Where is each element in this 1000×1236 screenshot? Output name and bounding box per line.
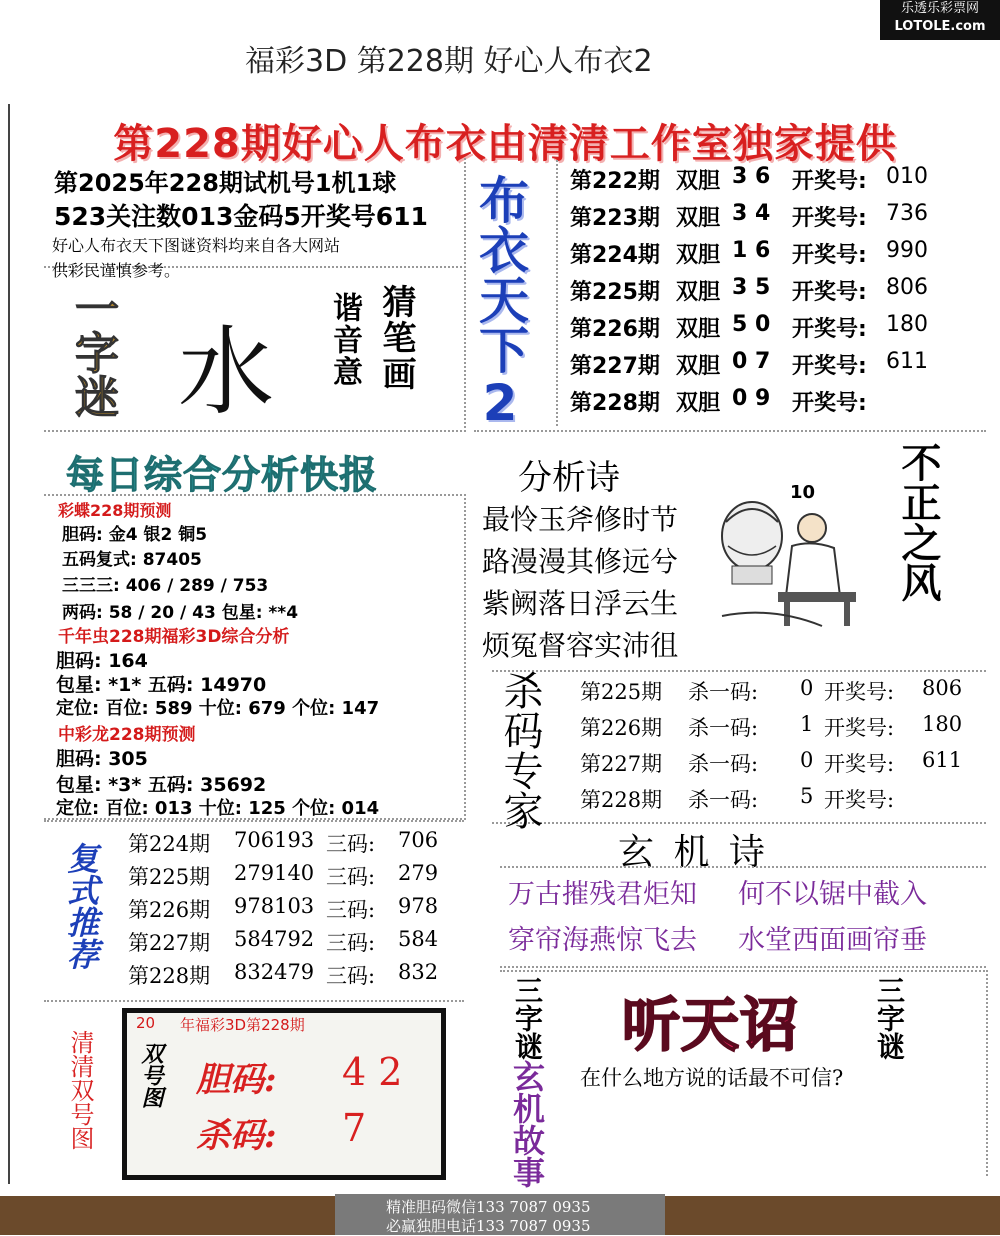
shama-period: 第228期 bbox=[580, 788, 663, 812]
shama-draw-label: 开奖号: bbox=[824, 680, 895, 704]
fushi-nums: 978103 bbox=[234, 894, 315, 918]
shuangdan-label: 双胆 bbox=[676, 280, 721, 305]
xuanji-line1b: 何不以锯中截入 bbox=[738, 879, 927, 910]
banner-title: 第228期好心人布衣由清清工作室独家提供 bbox=[113, 121, 897, 167]
poem-title: 分析诗 bbox=[518, 458, 620, 498]
shuangdan-period: 第224期 bbox=[570, 243, 660, 268]
qiannian-title: 千年虫228期福彩3D综合分析 bbox=[58, 627, 290, 647]
daily-title: 每日综合分析快报 bbox=[66, 453, 379, 497]
shuangdan-label: 双胆 bbox=[676, 317, 721, 342]
illustration-image bbox=[712, 466, 862, 636]
qingqing-side: 双号图 bbox=[138, 1042, 164, 1108]
zhongcai-line2: 包星: *3* 五码: 35692 bbox=[56, 774, 267, 796]
shuangdan-draw: 806 bbox=[886, 275, 928, 300]
qingqing-sha-value: 7 bbox=[342, 1106, 367, 1150]
shama-draw-label: 开奖号: bbox=[824, 716, 895, 740]
sanzimi-left: 三字谜 bbox=[511, 976, 544, 1060]
shama-draw: 611 bbox=[922, 748, 963, 772]
caidie-line4: 两码: 58 / 20 / 43 包星: **4 bbox=[62, 603, 299, 623]
tingtian-question: 在什么地方说的话最不可信? bbox=[580, 1066, 844, 1090]
intro-line3: 好心人布衣天下图谜资料均来自各大网站 bbox=[52, 236, 341, 255]
shuangdan-label: 双胆 bbox=[676, 354, 721, 379]
fushi-label: 复式推荐 bbox=[62, 842, 100, 970]
riddle-hint-b: 谐音意 bbox=[327, 292, 362, 388]
fushi-nums: 584792 bbox=[234, 927, 315, 951]
sanzimi-right: 三字谜 bbox=[873, 976, 906, 1060]
riddle-char: 水 bbox=[178, 316, 274, 428]
shuangdan-draw: 611 bbox=[886, 349, 928, 374]
shuangdan-period: 第227期 bbox=[570, 354, 660, 379]
fushi-label: 三码: bbox=[326, 964, 376, 988]
poem-line: 紫阙落日浮云生 bbox=[482, 587, 679, 620]
qingqing-sha-label: 杀码: bbox=[196, 1116, 277, 1156]
poem-line: 路漫漫其修远兮 bbox=[482, 545, 679, 578]
shuangdan-draw: 180 bbox=[886, 312, 928, 337]
shuangdan-draw-label: 开奖号: bbox=[792, 391, 867, 416]
fushi-label: 三码: bbox=[326, 832, 376, 856]
shama-label: 杀一码: bbox=[688, 716, 759, 740]
zhongcai-title: 中彩龙228期预测 bbox=[58, 725, 196, 745]
watermark-line2: LOTOLE.com bbox=[894, 19, 986, 34]
header-left-block bbox=[0, 0, 245, 100]
shama-label: 杀一码: bbox=[688, 788, 759, 812]
fushi-period: 第225期 bbox=[128, 865, 211, 889]
fushi-nums: 832479 bbox=[234, 960, 315, 984]
shuangdan-draw-label: 开奖号: bbox=[792, 280, 867, 305]
shama-period: 第227期 bbox=[580, 752, 663, 776]
fushi-code: 832 bbox=[398, 960, 439, 984]
fushi-code: 279 bbox=[398, 861, 439, 885]
shama-label: 杀一码: bbox=[688, 680, 759, 704]
shuangdan-draw-label: 开奖号: bbox=[792, 354, 867, 379]
watermark-line1: 乐透乐彩票网 bbox=[900, 1, 979, 16]
qingqing-dan-label: 胆码: bbox=[196, 1060, 277, 1100]
shuangdan-nums: 3 6 bbox=[732, 164, 771, 189]
shuangdan-period: 第225期 bbox=[570, 280, 660, 305]
shuangdan-draw: 010 bbox=[886, 164, 928, 189]
shuangdan-nums: 0 9 bbox=[732, 386, 771, 411]
shama-title: 杀码专家 bbox=[497, 670, 543, 830]
shama-num: 0 bbox=[800, 676, 814, 700]
qingqing-label: 清清双号图 bbox=[66, 1030, 94, 1150]
shuangdan-draw: 990 bbox=[886, 238, 928, 263]
illustration-number: 10 bbox=[790, 482, 816, 503]
watermark bbox=[880, 0, 1000, 40]
brand-title: 布衣天下2 bbox=[471, 174, 529, 432]
shama-draw-label: 开奖号: bbox=[824, 752, 895, 776]
footer-line1: 精准胆码微信133 7087 0935 bbox=[386, 1198, 591, 1216]
caidie-line2: 五码复式: 87405 bbox=[62, 550, 202, 570]
shuangdan-period: 第222期 bbox=[570, 169, 660, 194]
shuangdan-nums: 3 5 bbox=[732, 275, 771, 300]
caidie-line1: 胆码: 金4 银2 铜5 bbox=[62, 525, 208, 545]
shama-label: 杀一码: bbox=[688, 752, 759, 776]
fushi-period: 第224期 bbox=[128, 832, 211, 856]
xuanji-line1a: 万古摧残君炬知 bbox=[508, 879, 697, 910]
shuangdan-nums: 1 6 bbox=[732, 238, 771, 263]
shama-num: 1 bbox=[800, 712, 814, 736]
page-title: 福彩3D 第228期 好心人布衣2 bbox=[245, 44, 653, 79]
intro-line2: 523关注数013金码5开奖号611 bbox=[54, 202, 428, 231]
poem-line: 烦冤督容实沛徂 bbox=[482, 629, 679, 662]
intro-line1: 第2025年228期试机号1机1球 bbox=[54, 169, 397, 197]
xuanji-title: 玄 机 诗 bbox=[618, 832, 769, 873]
shama-draw-label: 开奖号: bbox=[824, 788, 895, 812]
shama-period: 第225期 bbox=[580, 680, 663, 704]
shuangdan-label: 双胆 bbox=[676, 206, 721, 231]
shuangdan-label: 双胆 bbox=[676, 391, 721, 416]
shuangdan-label: 双胆 bbox=[676, 169, 721, 194]
zhongcai-line3: 定位: 百位: 013 十位: 125 个位: 014 bbox=[56, 798, 380, 819]
shuangdan-nums: 0 7 bbox=[732, 349, 771, 374]
shuangdan-nums: 3 4 bbox=[732, 201, 771, 226]
fushi-label: 三码: bbox=[326, 931, 376, 955]
shama-draw: 180 bbox=[922, 712, 963, 736]
fushi-code: 584 bbox=[398, 927, 439, 951]
shuangdan-period: 第226期 bbox=[570, 317, 660, 342]
shuangdan-draw-label: 开奖号: bbox=[792, 169, 867, 194]
fushi-label: 三码: bbox=[326, 865, 376, 889]
riddle-label: 一字迷 bbox=[67, 286, 118, 418]
shuangdan-nums: 5 0 bbox=[732, 312, 771, 337]
qiannian-line2: 包星: *1* 五码: 14970 bbox=[56, 674, 267, 696]
fushi-period: 第226期 bbox=[128, 898, 211, 922]
zhongcai-line1: 胆码: 305 bbox=[56, 748, 148, 770]
caidie-title: 彩蝶228期预测 bbox=[58, 501, 172, 520]
shama-num: 0 bbox=[800, 748, 814, 772]
footer-line2: 必赢独胆电话133 7087 0935 bbox=[386, 1217, 591, 1235]
fushi-nums: 279140 bbox=[234, 861, 315, 885]
shuangdan-draw-label: 开奖号: bbox=[792, 243, 867, 268]
intro-line4: 供彩民谨慎参考。 bbox=[52, 261, 181, 280]
fushi-nums: 706193 bbox=[234, 828, 315, 852]
riddle-hint-a: 猜笔画 bbox=[376, 284, 416, 392]
xuanji-line2b: 水堂西面画帘垂 bbox=[738, 925, 927, 956]
shuangdan-period: 第228期 bbox=[570, 391, 660, 416]
shuangdan-draw-label: 开奖号: bbox=[792, 317, 867, 342]
qingqing-header-text: 年福彩3D第228期 bbox=[180, 1016, 305, 1034]
fushi-label: 三码: bbox=[326, 898, 376, 922]
shuangdan-draw-label: 开奖号: bbox=[792, 206, 867, 231]
shama-draw: 806 bbox=[922, 676, 963, 700]
shama-num: 5 bbox=[800, 784, 814, 808]
qiannian-line3: 定位: 百位: 589 十位: 679 个位: 147 bbox=[56, 698, 380, 719]
shuangdan-label: 双胆 bbox=[676, 243, 721, 268]
shama-period: 第226期 bbox=[580, 716, 663, 740]
shuangdan-draw: 736 bbox=[886, 201, 928, 226]
fushi-code: 978 bbox=[398, 894, 439, 918]
fushi-code: 706 bbox=[398, 828, 439, 852]
shuangdan-period: 第223期 bbox=[570, 206, 660, 231]
fushi-period: 第228期 bbox=[128, 964, 211, 988]
tingtian-title: 听天诏 bbox=[622, 991, 800, 1059]
qingqing-dan-value: 4 2 bbox=[342, 1050, 403, 1094]
fushi-period: 第227期 bbox=[128, 931, 211, 955]
buzheng-text: 不正之风 bbox=[895, 442, 942, 602]
xuanji-story: 玄机故事 bbox=[508, 1060, 546, 1188]
qiannian-line1: 胆码: 164 bbox=[56, 650, 148, 672]
caidie-line3: 三三三: 406 / 289 / 753 bbox=[62, 576, 269, 596]
poem-line: 最怜玉斧修时节 bbox=[482, 503, 679, 536]
qingqing-header-num: 20 bbox=[136, 1014, 156, 1032]
xuanji-line2a: 穿帘海燕惊飞去 bbox=[508, 925, 697, 956]
